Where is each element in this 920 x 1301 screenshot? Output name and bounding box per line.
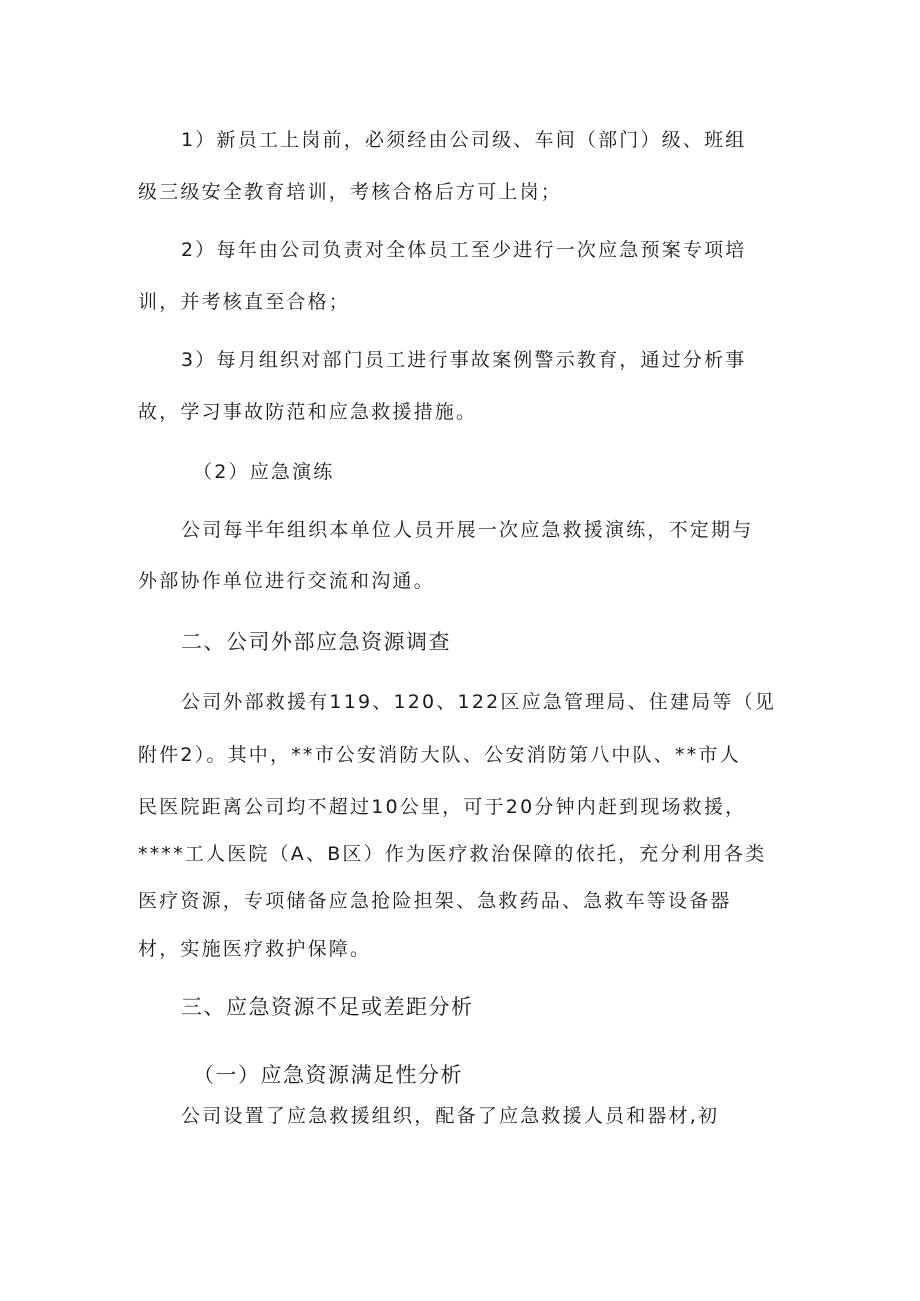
paragraph-line: 故，学习事故防范和应急救援措施。 [138,401,478,423]
paragraph-line: 3）每月组织对部门员工进行事故案例警示教育，通过分析事 [181,349,747,371]
paragraph-line: 级三级安全教育培训，考核合格后方可上岗； [138,181,563,203]
paragraph-line: 民医院距离公司均不超过10公里，可于20分钟内赶到现场救援， [138,796,747,818]
paragraph-line: 公司外部救援有119、120、122区应急管理局、住建局等（见 [181,691,776,713]
paragraph-line: 1）新员工上岗前，必须经由公司级、车间（部门）级、班组 [181,129,747,151]
section-heading: 二、公司外部应急资源调查 [181,630,451,654]
paragraph-line: ****工人医院（A、B区）作为医疗救治保障的依托，充分利用各类 [138,843,767,865]
subsection-heading: （2）应急演练 [193,461,335,483]
paragraph-line: 医疗资源，专项储备应急抢险担架、急救药品、急救车等设备器 [138,890,732,912]
paragraph-line: 公司每半年组织本单位人员开展一次应急救援演练，不定期与 [181,519,754,541]
section-heading: 三、应急资源不足或差距分析 [181,995,474,1019]
paragraph-line: 公司设置了应急救援组织，配备了应急救援人员和器材,初 [181,1105,720,1127]
paragraph-line: 材，实施医疗救护保障。 [138,938,372,960]
paragraph-line: 附件2）。其中，**市公安消防大队、公安消防第八中队、**市人 [138,744,741,766]
paragraph-line: 外部协作单位进行交流和沟通。 [138,570,435,592]
paragraph-line: 2）每年由公司负责对全体员工至少进行一次应急预案专项培 [181,239,747,261]
paragraph-line: 训，并考核直至合格； [138,291,351,313]
subsection-heading: （一）应急资源满足性分析 [193,1063,463,1087]
